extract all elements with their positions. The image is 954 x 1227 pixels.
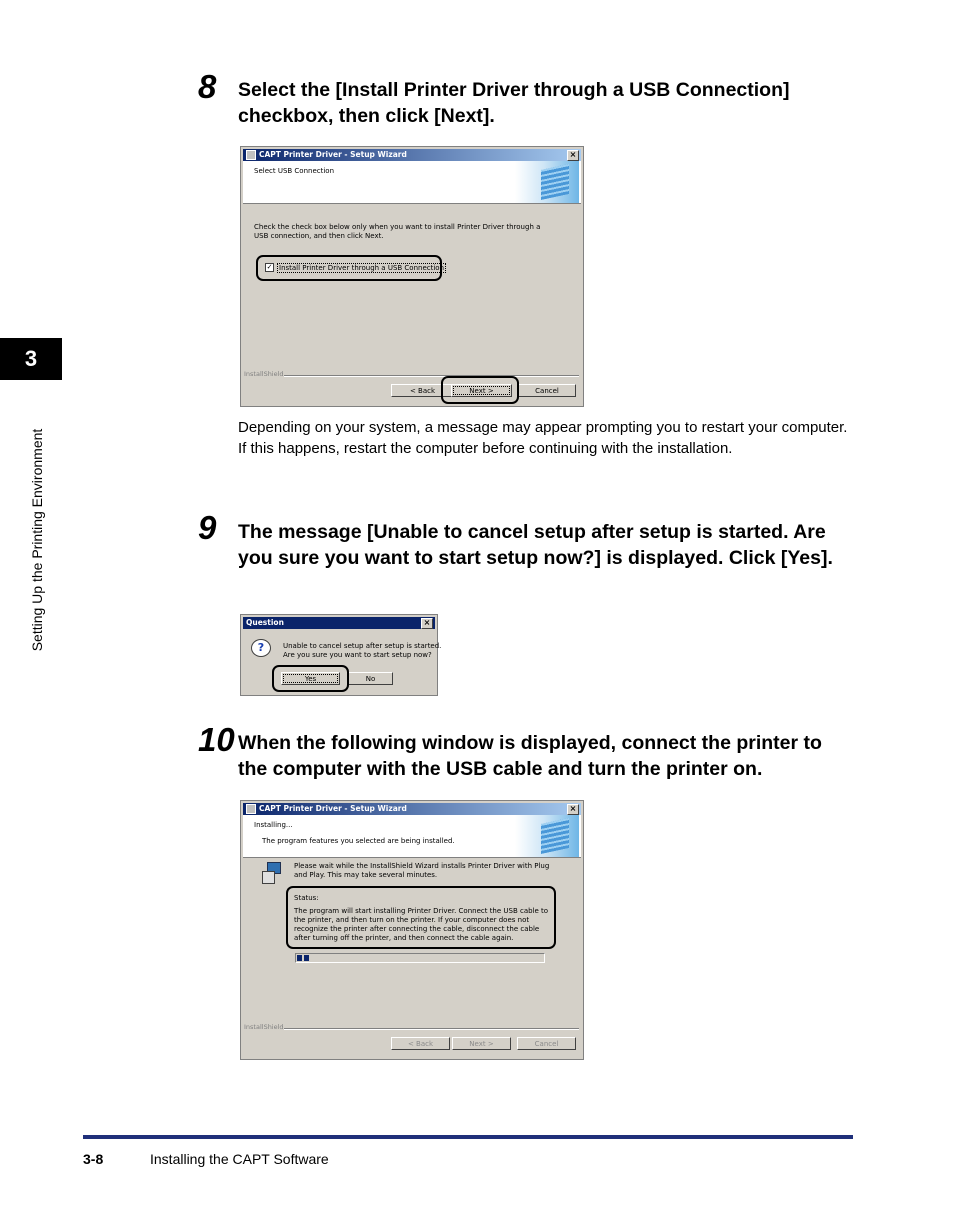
app-icon bbox=[246, 150, 256, 160]
setup-wizard-dialog-installing bbox=[240, 800, 584, 1060]
separator bbox=[284, 1028, 579, 1030]
next-button[interactable]: Next > bbox=[451, 384, 512, 397]
no-button[interactable]: No bbox=[348, 672, 393, 685]
wizard-graphic bbox=[515, 815, 579, 857]
app-icon bbox=[246, 804, 256, 814]
separator bbox=[284, 375, 579, 377]
step-9-text: The message [Unable to cancel setup after setup is started. Are you sure you want to start setup now?] is displayed. Click [Yes]. bbox=[238, 521, 833, 569]
close-icon[interactable]: × bbox=[567, 150, 579, 161]
usb-checkbox-label[interactable]: Install Printer Driver through a USB Connection bbox=[279, 263, 445, 272]
next-button[interactable]: Next > bbox=[452, 1037, 511, 1050]
close-icon[interactable]: × bbox=[567, 804, 579, 815]
progress-fill bbox=[297, 955, 309, 961]
installshield-label: InstallShield bbox=[244, 1023, 284, 1031]
chapter-tab: 3 bbox=[0, 338, 62, 380]
wizard-heading: Installing... bbox=[254, 821, 293, 829]
question-title-bar bbox=[243, 617, 435, 629]
footer-rule bbox=[83, 1135, 853, 1139]
wizard-heading: Select USB Connection bbox=[254, 167, 335, 175]
back-button[interactable]: < Back bbox=[391, 1037, 450, 1050]
usb-checkbox[interactable]: ✓ bbox=[266, 263, 273, 271]
wizard-header bbox=[243, 161, 581, 204]
dialog-title: CAPT Printer Driver - Setup Wizard bbox=[259, 150, 407, 159]
question-title: Question bbox=[246, 618, 284, 627]
back-button[interactable]: < Back bbox=[391, 384, 454, 397]
step-8-number: 8 bbox=[198, 68, 217, 105]
step-10-text: When the following window is displayed, connect the printer to the computer with the USB cable and turn the printer on. bbox=[238, 732, 822, 780]
highlight-yes bbox=[272, 665, 349, 692]
yes-button[interactable]: Yes bbox=[281, 672, 340, 685]
wizard-instructions: Check the check box below only when you want to install Printer Driver through a USB connection, and then click Next. bbox=[254, 223, 541, 240]
question-icon: ? bbox=[251, 639, 271, 657]
dialog-title: CAPT Printer Driver - Setup Wizard bbox=[259, 804, 407, 813]
highlight-status bbox=[286, 886, 556, 949]
question-line-2: Are you sure you want to start setup now? bbox=[283, 651, 432, 659]
step-10-number: 10 bbox=[198, 721, 235, 758]
highlight-next bbox=[441, 376, 519, 404]
question-dialog bbox=[240, 614, 442, 696]
status-label: Status: bbox=[294, 894, 319, 902]
wait-text: Please wait while the InstallShield Wizard installs Printer Driver with Plug and Play. This may take several minutes. bbox=[294, 862, 550, 879]
progress-bar bbox=[295, 953, 545, 963]
installer-icon bbox=[262, 862, 280, 882]
restart-note: Depending on your system, a message may appear prompting you to restart your computer. If this happens, restart the computer before continuing with the installation. bbox=[238, 419, 848, 457]
dialog-title-bar bbox=[243, 149, 581, 161]
page-number: 3-8 bbox=[83, 1151, 104, 1167]
chapter-title: Setting Up the Printing Environment bbox=[29, 428, 45, 652]
close-icon[interactable]: × bbox=[421, 618, 433, 629]
step-8-text: Select the [Install Printer Driver through a USB Connection] checkbox, then click [Next]. bbox=[238, 79, 790, 127]
dialog-title-bar bbox=[243, 803, 581, 815]
cancel-button[interactable]: Cancel bbox=[518, 384, 576, 397]
wizard-header bbox=[243, 815, 581, 858]
wizard-graphic bbox=[515, 161, 579, 203]
cancel-button[interactable]: Cancel bbox=[517, 1037, 576, 1050]
question-line-1: Unable to cancel setup after setup is started. bbox=[283, 642, 442, 650]
setup-wizard-dialog-usb bbox=[240, 146, 584, 407]
step-9-number: 9 bbox=[198, 509, 217, 546]
status-text: The program will start installing Printer Driver. Connect the USB cable to the printer, and then turn on the printer. If your computer does not recognize the printer after connecting the cable, disconnect the cable after turning off the printer, and then connect the cable again. bbox=[294, 907, 549, 942]
section-title: Installing the CAPT Software bbox=[150, 1151, 329, 1167]
installshield-label: InstallShield bbox=[244, 370, 284, 378]
wizard-subheading: The program features you selected are being installed. bbox=[262, 837, 455, 845]
highlight-checkbox bbox=[256, 255, 442, 281]
question-message bbox=[283, 642, 441, 660]
